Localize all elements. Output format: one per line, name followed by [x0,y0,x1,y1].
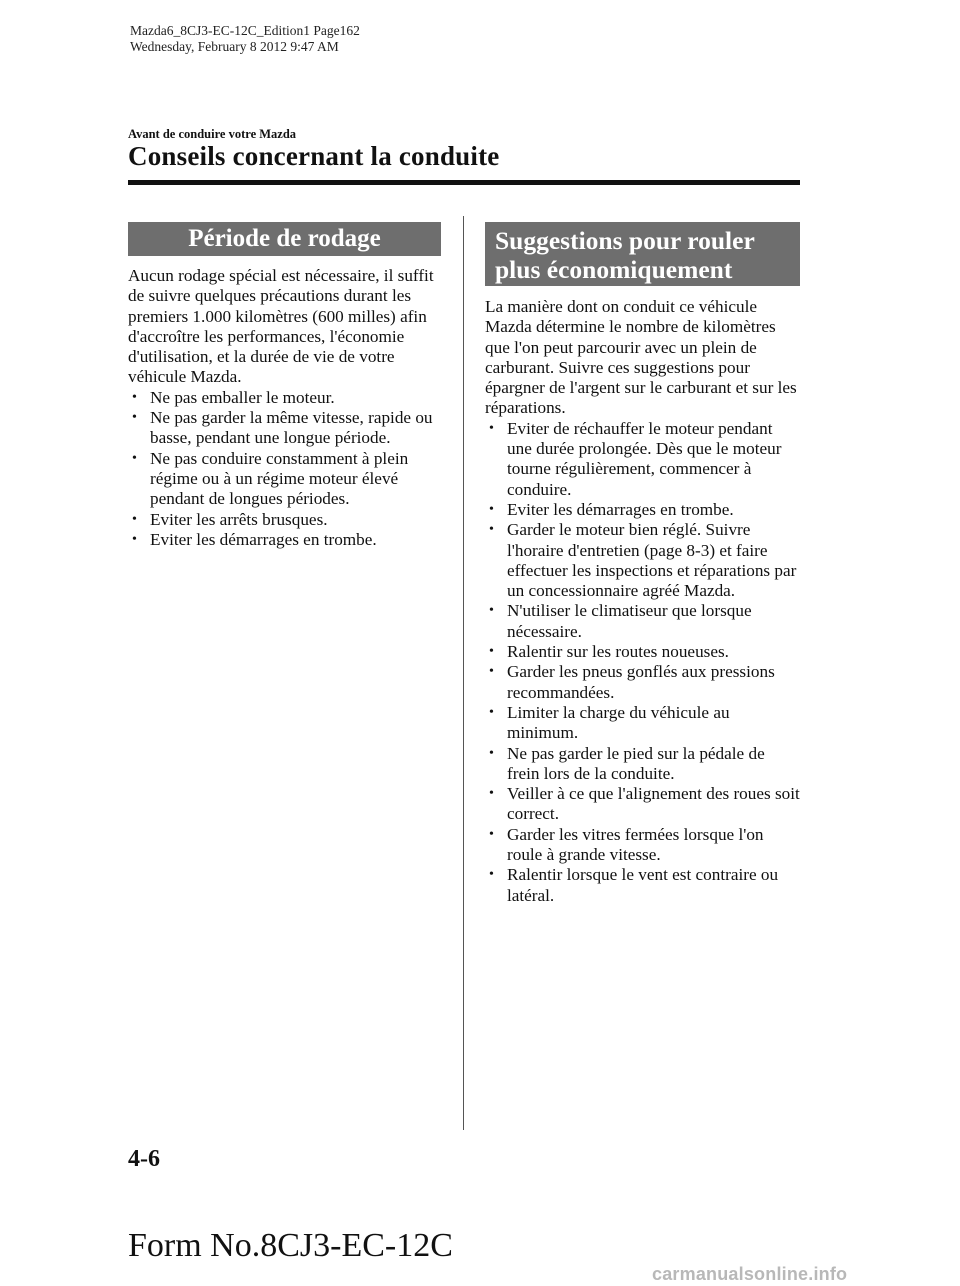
list-item [485,642,800,662]
list-item-text: Ne pas conduire constamment à plein régime ou à un régime moteur élevé pendant de longues périodes. [150,448,409,509]
section-label: Avant de conduire votre Mazda [128,127,297,141]
bullet-icon: • [132,450,137,466]
bullet-icon: • [489,745,494,761]
list-item-text: Garder les vitres fermées lorsque l'on roule à grande vitesse. [507,824,764,865]
bullet-icon: • [489,420,494,436]
page-number: 4-6 [128,1146,160,1172]
bullet-icon: • [489,664,494,680]
list-item-text: Ne pas emballer le moteur. [150,387,335,407]
bullet-icon: • [489,867,494,883]
right-column [485,222,800,906]
bullet-icon: • [489,522,494,538]
list-item-text: Eviter de réchauffer le moteur pendant une durée prolongée. Dès que le moteur tourne régulièrement, commencer à conduire. [507,418,782,499]
list-item [485,500,800,520]
bullet-icon: • [489,644,494,660]
list-item-text: Eviter les démarrages en trombe. [150,529,377,549]
bullet-icon: • [132,410,137,426]
break-in-list [128,388,441,550]
list-item-text: Veiller à ce que l'alignement des roues soit correct. [507,784,800,824]
bullet-icon: • [132,511,137,527]
left-column [128,222,441,550]
list-item [128,388,441,408]
list-item [485,419,800,500]
list-item [485,825,800,866]
bullet-icon: • [489,501,494,517]
list-item [128,449,441,510]
column-divider [463,216,464,1130]
bullet-icon: • [489,603,494,619]
heading-economy-line2: plus économiquement [495,255,733,284]
title-rule [128,180,800,185]
print-header-date: Wednesday, February 8 2012 9:47 AM [130,39,339,54]
list-item-text: Limiter la charge du véhicule au minimum. [507,702,730,743]
list-item-text: Ne pas garder le pied sur la pédale de frein lors de la conduite. [507,743,765,783]
bullet-icon: • [132,531,137,547]
page-title: Conseils concernant la conduite [128,141,500,171]
print-header [130,23,360,55]
heading-economy-suggestions [485,222,800,286]
list-item-text: Garder le moteur bien réglé. Suivre l'horaire d'entretien (page 8-3) et faire effectuer les inspections et réparations par un concessionnaire agréé Mazda. [507,520,797,601]
list-item [128,510,441,530]
list-item-text: Ne pas garder la même vitesse, rapide ou basse, pendant une longue période. [150,408,433,448]
list-item [485,601,800,642]
list-item [485,520,800,601]
bullet-icon: • [489,786,494,802]
bullet-icon: • [489,704,494,720]
list-item-text: Garder les pneus gonflés aux pressions recommandées. [507,662,775,702]
watermark-site: carmanualsonline.info [652,1264,848,1284]
bullet-icon: • [132,389,137,405]
heading-break-in-period: Période de rodage [128,222,441,256]
list-item-text: Ralentir lorsque le vent est contraire ou latéral. [507,865,779,905]
list-item [485,703,800,744]
footer-form-number: Form No.8CJ3-EC-12C [128,1227,453,1264]
list-item [485,784,800,825]
list-item-text: Eviter les arrêts brusques. [150,509,328,529]
list-item [128,408,441,449]
list-item-text: Eviter les démarrages en trombe. [507,499,734,519]
economy-list [485,419,800,906]
heading-economy-line1: Suggestions pour rouler [495,226,755,255]
bullet-icon: • [489,826,494,842]
list-item-text: N'utiliser le climatiseur que lorsque nécessaire. [507,601,752,641]
print-header-file: Mazda6_8CJ3-EC-12C_Edition1 Page162 [130,23,360,38]
list-item [485,662,800,703]
list-item [128,530,441,550]
break-in-intro: Aucun rodage spécial est nécessaire, il suffit de suivre quelques précautions durant les premiers 1.000 kilomètres (600 milles) afin d'accroître les performances, l'économie d'utilisation, et la durée de vie de votre véhicule Mazda. [128,266,434,387]
list-item [485,865,800,906]
list-item [485,744,800,785]
list-item-text: Ralentir sur les routes noueuses. [507,642,729,662]
economy-intro: La manière dont on conduit ce véhicule Mazda détermine le nombre de kilomètres que l'on peut parcourir avec un plein de carburant. Suivre ces suggestions pour épargner de l'argent sur le carburant et sur les réparations. [485,297,797,418]
